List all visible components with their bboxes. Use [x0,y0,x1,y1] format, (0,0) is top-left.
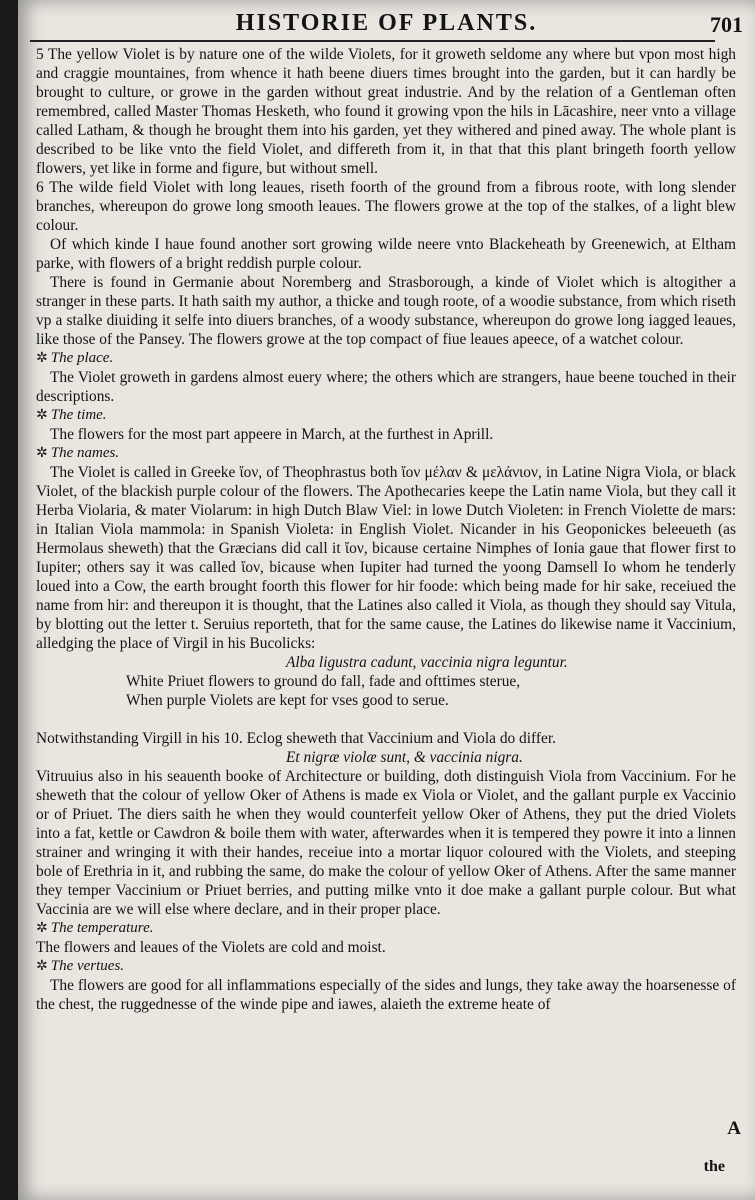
time-text: The flowers for the most part appeere in March, at the furthest in Aprill. [50,426,494,443]
header-rule [30,40,715,42]
section-heading-temperature: ✲ The temperature. [36,920,154,936]
paragraph-field-violet: 6 The wilde field Violet with long leaues, riseth foorth of the ground from a fibrous roote, with long slender branches, whereupon do growe long smooth leaues. The flowers growe at the top of the stalkes, of a light blew colour. [36,179,736,234]
latin-verse: Alba ligustra cadunt, vaccinia nigra leguntur. [286,654,568,671]
latin-verse-2: Et nigræ violæ sunt, & vaccinia nigra. [286,749,523,766]
names-text-3: Vitruuius also in his seauenth booke of Architecture or building, doth distinguish Viola from Vaccinium. For he sheweth that the colour of yellow Oker of Athens is made ex Viola or Violet, and the gallant purple ex Vaccinio or of Priuet. The diers saith he when they would counterfeit yellow Oker of Athens, they put the dried Violets into a fat, kettle or Cawdron & boile them with water, afterwardes when it is tempered they powre it into a linnen strainer and wringing it with their handes, receiue into a mortar liquor coloured with the Violets, and steeping bole of Erethria in it, and rubbing the same, do make the colour of yellow Oker of Athens. After the same manner they temper Vaccinium or Priuet berries, and putting milke vnto it doe make a gallant purple colour. But what Vaccinia are we will else where declare, and in their proper place. [36,768,736,918]
names-text: The Violet is called in Greeke ἴον, of Theophrastus both ἴον μέλαν & μελάνιον, in Latine Nigra Viola, or black Violet, of the blackish purple colour of the flowers. The Apothecaries keepe the Latin name Viola, but they call it Herba Violaria, & mater Violarum: in high Dutch Blaw Viel: in lowe Dutch Violeten: in French Violette de mars: in Italian Viola mammola: in Spanish Violeta: in English Violet. Nicander in his Geoponickes beleeueth (as Hermolaus sheweth) that the Græcians did call it ἴον, bicause certaine Nimphes of Ionia gaue that flower first to Iupiter; others say it was called ἴον, bicause when Iupiter had turned the yoong Damsell Io whom he tenderly loued into a Cow, the earth brought foorth this flower for hir foode: which being made for hir sake, receiued the name from hir: and thereupon it is thought, that the Latines also called it Viola, as though they should say Vitula, by blotting out the letter t. Seruius reporteth, that for the same cause, the Latines do likewise name it Vaccinium, alledging the place of Virgil in his Bucolicks: [36,464,736,652]
paragraph-yellow-violet: 5 The yellow Violet is by nature one of the wilde Violets, for it groweth seldome any where but vpon most high and craggie mountaines, from whence it hath beene diuers times brought into the garden, but it can hardly be brought to culture, or growe in the garden without great industrie. And by the relation of a Gentleman often remembred, called Master Thomas Hesketh, who found it growing vpon the hils in Lācashire, neer vnto a village called Latham, & though he brought them into his garden, yet they withered and pined away. The whole plant is described to be like vnto the field Violet, and differeth from it, in that that this plant bringeth foorth yellow flowers, yet like in forme and figure, but without smell. [36,46,736,177]
names-text-2: Notwithstanding Virgill in his 10. Eclog sheweth that Vaccinium and Viola do differ. [36,730,556,747]
asterism-icon: ✲ [36,408,48,423]
place-text: The Violet groweth in gardens almost euery where; the others which are strangers, haue beene touched in their descriptions. [36,369,736,405]
verse-line-1: White Priuet flowers to ground do fall, fade and ofttimes sterue, [126,673,521,690]
page-body [36,45,736,1014]
section-heading-time: ✲ The time. [36,407,107,423]
vertues-text: The flowers are good for all inflammations especially of the sides and lungs, they take away the hoarsenesse of the chest, the ruggednesse of the winde pipe and iawes, alaieth the extreme heate of [36,977,736,1013]
paragraph-germanie: There is found in Germanie about Noremberg and Strasborough, a kinde of Violet which is altogither a stranger in these parts. It hath saith my author, a thicke and tough roote, of a woodie substance, from which riseth vp a stalke diuiding it selfe into diuers branches, of a woody substance, whereupon do growe long iagged leaues, like those of the Pansey. The flowers growe at the top compact of fiue leaues apeece, of a watchet colour. [36,274,736,348]
asterism-icon: ✲ [36,921,48,936]
temperature-text: The flowers and leaues of the Violets are cold and moist. [36,939,386,956]
verse-line-2: When purple Violets are kept for vses good to serue. [126,692,449,709]
page-number: 701 [710,12,743,37]
page-header [18,6,755,46]
section-heading-names: ✲ The names. [36,445,120,461]
asterism-icon: ✲ [36,446,48,461]
section-heading-place: ✲ The place. [36,350,114,366]
asterism-icon: ✲ [36,351,48,366]
paragraph-blackeheath: Of which kinde I haue found another sort growing wilde neere vnto Blackeheath by Greenewich, at Eltham parke, with flowers of a bright reddish purple colour. [36,236,736,272]
book-page [18,0,755,1200]
asterism-icon: ✲ [36,959,48,974]
section-heading-vertues: ✲ The vertues. [36,958,125,974]
running-title: HISTORIE OF PLANTS. [235,10,538,36]
catchword: the [703,1158,725,1175]
margin-letter: A [727,1118,741,1139]
